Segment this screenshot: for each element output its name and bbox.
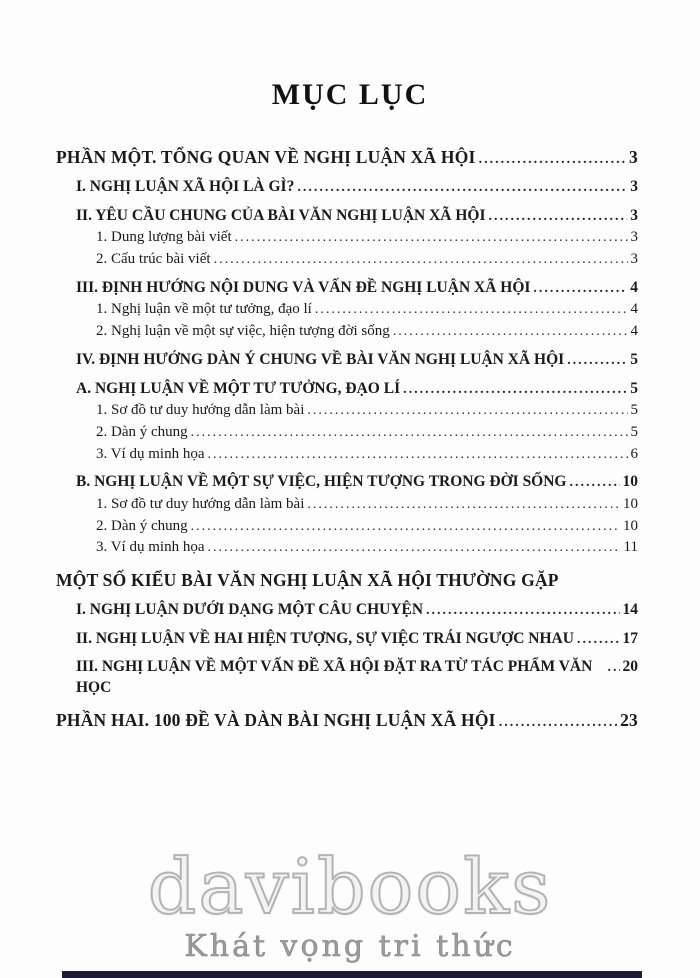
toc-leader-dots — [297, 177, 627, 197]
toc-entry-label: II. NGHỊ LUẬN VỀ HAI HIỆN TƯỢNG, SỰ VIỆC TRÁI NGƯỢC NHAU — [76, 629, 574, 647]
toc-entry-page: 3 — [630, 178, 638, 196]
toc-entry-page: 5 — [630, 423, 638, 440]
toc-leader-dots — [393, 322, 628, 342]
watermark-brand: davibooks — [147, 842, 553, 931]
toc-entry — [56, 250, 638, 270]
toc-entry-label: 2. Dàn ý chung — [96, 423, 188, 440]
toc-entry — [56, 206, 638, 226]
toc-entry-page: 3 — [630, 229, 638, 246]
toc-entry-page: 23 — [620, 710, 638, 731]
bottom-scan-strip — [62, 971, 642, 978]
toc-leader-dots — [207, 538, 620, 558]
toc-entry-page: 11 — [623, 539, 638, 556]
toc-entry-label: III. NGHỊ LUẬN VỀ MỘT VẤN ĐỀ XÃ HỘI ĐẶT RA TỪ TÁC PHẨM VĂN HỌC — [76, 658, 593, 696]
toc-entry-label: 1. Sơ đồ tư duy hướng dẫn làm bài — [96, 402, 305, 418]
toc-entry-page: 3 — [630, 206, 638, 224]
toc-leader-dots — [570, 472, 620, 492]
toc-entry-label: 1. Sơ đồ tư duy hướng dẫn làm bài — [96, 495, 305, 512]
toc-entry-page: 10 — [623, 495, 638, 512]
toc-entry — [56, 472, 638, 492]
toc-leader-dots — [235, 228, 628, 248]
toc-entry-page: 3 — [630, 251, 638, 268]
toc-entry-page: 4 — [630, 301, 638, 318]
toc-entry-label: I. NGHỊ LUẬN DƯỚI DẠNG MỘT CÂU CHUYỆN — [76, 601, 424, 619]
toc-entry-label: III. ĐỊNH HƯỚNG NỘI DUNG VÀ VẤN ĐỀ NGHỊ LUẬN XÃ HỘI — [76, 279, 531, 296]
toc-leader-dots — [577, 629, 620, 649]
watermark-slogan: Khát vọng tri thức — [184, 929, 516, 964]
page-title: MỤC LỤC — [271, 78, 429, 111]
toc-entry — [56, 146, 638, 169]
toc-leader-dots — [608, 657, 620, 677]
toc-entry-page: 4 — [630, 323, 638, 340]
toc-entry-label: 1. Dung lượng bài viết — [96, 229, 232, 246]
toc-leader-dots — [191, 423, 628, 443]
toc-entry — [56, 657, 638, 698]
toc-entry-page: 10 — [623, 517, 638, 534]
toc-leader-dots — [567, 350, 627, 370]
toc-entry — [56, 495, 638, 515]
toc-leader-dots — [499, 709, 617, 732]
toc-list — [0, 146, 700, 733]
toc-leader-dots — [315, 300, 628, 320]
toc-entry-label: 1. Nghị luận về một tư tưởng, đạo lí — [96, 301, 312, 318]
toc-entry — [56, 445, 638, 465]
toc-entry-label: A. NGHỊ LUẬN VỀ MỘT TƯ TƯỞNG, ĐẠO LÍ — [76, 379, 401, 397]
toc-leader-dots — [214, 250, 628, 270]
toc-leader-dots — [479, 146, 626, 169]
toc-entry-label: PHẦN MỘT. TỔNG QUAN VỀ NGHỊ LUẬN XÃ HỘI — [56, 147, 476, 167]
toc-entry — [56, 278, 638, 298]
toc-entry — [56, 228, 638, 248]
toc-leader-dots — [403, 379, 627, 399]
toc-entry-label: 2. Nghị luận về một sự việc, hiện tượng đời sống — [96, 323, 390, 340]
toc-entry-label: PHẦN HAI. 100 ĐỀ VÀ DÀN BÀI NGHỊ LUẬN XÃ HỘI — [56, 710, 496, 731]
toc-entry — [56, 322, 638, 342]
toc-leader-dots — [307, 401, 627, 421]
toc-leader-dots — [489, 206, 628, 226]
toc-leader-dots — [191, 517, 620, 537]
toc-entry — [56, 300, 638, 320]
toc-entry-label: 2. Cấu trúc bài viết — [96, 251, 211, 268]
toc-entry-label: MỘT SỐ KIỂU BÀI VĂN NGHỊ LUẬN XÃ HỘI THƯỜNG GẶP — [56, 570, 559, 591]
toc-entry-page: 5 — [630, 402, 638, 418]
toc-entry-page: 10 — [622, 473, 638, 491]
toc-entry-label: B. NGHỊ LUẬN VỀ MỘT SỰ VIỆC, HIỆN TƯỢNG TRONG ĐỜI SỐNG — [76, 473, 567, 491]
toc-entry — [56, 600, 638, 620]
toc-entry — [56, 569, 638, 592]
toc-entry-label: 3. Ví dụ minh họa — [96, 539, 205, 556]
toc-entry-page: 5 — [630, 351, 638, 369]
toc-entry-label: 2. Dàn ý chung — [96, 517, 188, 534]
toc-entry — [56, 379, 638, 399]
toc-entry — [56, 709, 638, 732]
toc-entry-label: 3. Ví dụ minh họa — [96, 445, 205, 462]
toc-entry-label: IV. ĐỊNH HƯỚNG DÀN Ý CHUNG VỀ BÀI VĂN NGHỊ LUẬN XÃ HỘI — [76, 351, 565, 369]
toc-leader-dots — [307, 495, 620, 515]
toc-entry-label: I. NGHỊ LUẬN XÃ HỘI LÀ GÌ? — [76, 178, 295, 196]
toc-entry — [56, 177, 638, 197]
toc-entry — [56, 350, 638, 370]
toc-leader-dots — [533, 278, 627, 298]
toc-entry-page: 20 — [622, 658, 638, 676]
toc-entry — [56, 629, 638, 649]
toc-entry — [56, 401, 638, 421]
toc-entry — [56, 423, 638, 443]
toc-entry-page: 4 — [630, 279, 638, 296]
toc-entry-page: 14 — [622, 601, 638, 619]
toc-entry-label: II. YÊU CẦU CHUNG CỦA BÀI VĂN NGHỊ LUẬN XÃ HỘI — [76, 206, 486, 224]
toc-entry-page: 3 — [629, 147, 638, 167]
watermark — [0, 842, 700, 964]
toc-leader-dots — [207, 445, 627, 465]
toc-entry-page: 6 — [630, 445, 638, 462]
toc-entry — [56, 538, 638, 558]
toc-leader-dots — [426, 600, 619, 620]
toc-entry-page: 17 — [622, 629, 638, 647]
toc-entry — [56, 517, 638, 537]
toc-entry-page: 5 — [630, 379, 638, 397]
